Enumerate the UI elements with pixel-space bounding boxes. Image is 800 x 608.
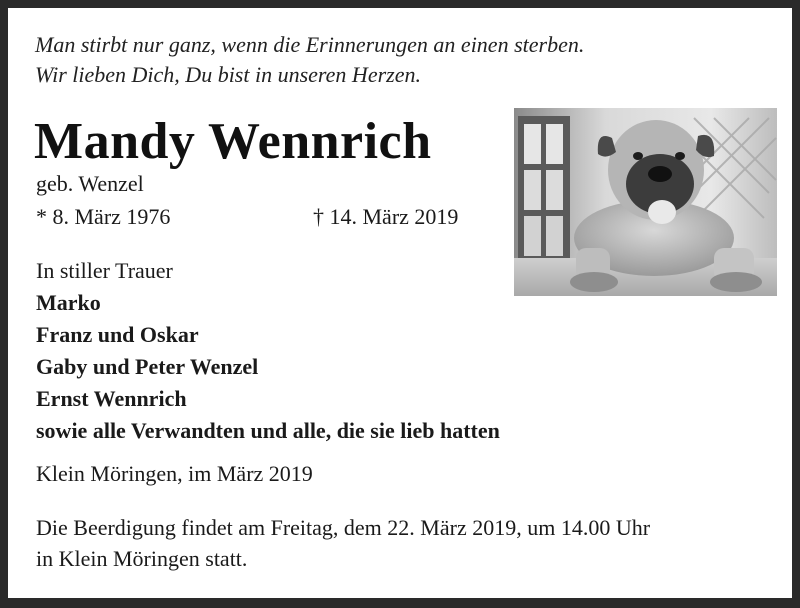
motto-quote <box>35 30 584 90</box>
mourner-name: Franz und Oskar <box>36 322 199 347</box>
mourner-name: Marko <box>36 290 101 315</box>
funeral-notice <box>36 512 650 574</box>
dog-photo-image <box>514 108 777 296</box>
mourner-name: Gaby und Peter Wenzel <box>36 354 259 379</box>
mourner-name: Ernst Wennrich <box>36 386 187 411</box>
motto-line-1: Man stirbt nur ganz, wenn die Erinnerungen an einen sterben. <box>35 32 585 57</box>
place-date: Klein Möringen, im März 2019 <box>36 461 313 486</box>
mourner-name: sowie alle Verwandten und alle, die sie lieb hatten <box>36 418 500 443</box>
deceased-name: Mandy Wennrich <box>34 113 432 170</box>
born-name: geb. Wenzel <box>36 171 144 196</box>
death-date: † 14. März 2019 <box>313 204 459 229</box>
birth-date: * 8. März 1976 <box>36 204 171 229</box>
mourners-list <box>36 255 500 447</box>
dog-photo <box>514 108 777 296</box>
funeral-line-1: Die Beerdigung findet am Freitag, dem 22. März 2019, um 14.00 Uhr <box>36 515 651 540</box>
funeral-line-2: in Klein Möringen statt. <box>36 546 248 571</box>
mourners-intro: In stiller Trauer <box>36 258 173 283</box>
motto-line-2: Wir lieben Dich, Du bist in unseren Herzen. <box>35 62 421 87</box>
